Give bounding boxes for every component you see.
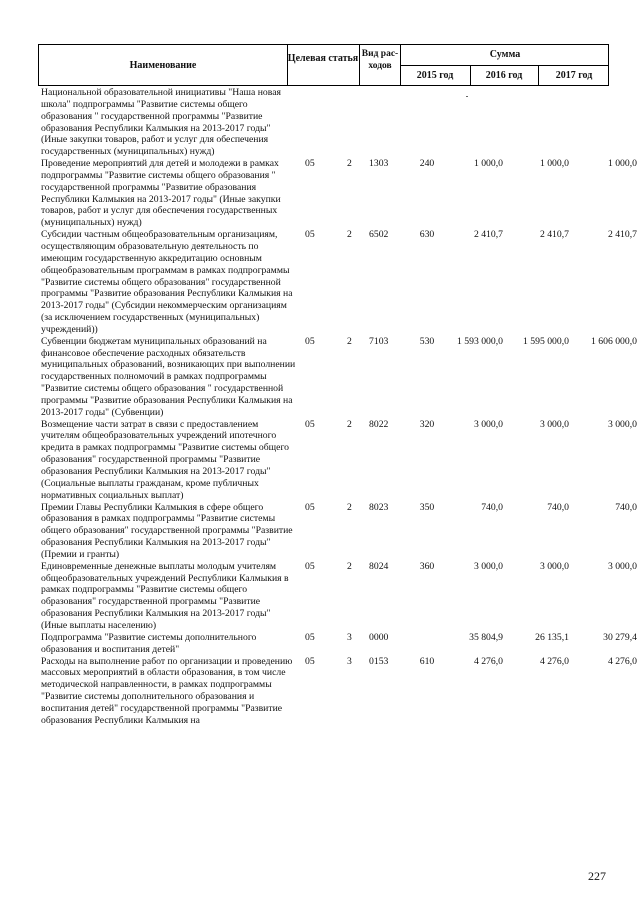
header-divider bbox=[287, 45, 288, 85]
row-name: Национальной образовательной инициативы "Наша новая школа" подпрограммы "Развитие системы общего образования " государственной программы "Развитие образования Республики Калмыкия на 2013-2017 годы" (Иные закупки товаров, работ и услуг для обеспечения государственных (муниципальных) нужд) bbox=[41, 87, 281, 158]
row-sum-2017: 2 410,7 bbox=[607, 229, 637, 241]
header-year-2017: 2017 год bbox=[555, 70, 593, 81]
row-article: 7103 bbox=[369, 335, 389, 347]
row-expense-type bbox=[407, 87, 447, 158]
row-expense-type: 610 bbox=[419, 655, 435, 667]
row-sum-2016: 2 410,7 bbox=[539, 229, 569, 241]
row-sum-2015: 3 000,0 bbox=[473, 418, 503, 430]
row-sum-2017: 30 279,4 bbox=[603, 631, 637, 643]
row-name: Расходы на выполнение работ по организации и проведению массовых мероприятий в области образования, в том числе методической направленности, в рамках подпрограммы "Развитие системы дополнительного образования и воспитания детей" государственной программы "Развитие образования Республики Калмыкия на bbox=[41, 655, 293, 726]
row-expense-type: 240 bbox=[419, 158, 435, 170]
row-sum-2016: 26 135,1 bbox=[535, 631, 569, 643]
row-article: 8023 bbox=[369, 501, 389, 513]
row-sum-2015: 35 804,9 bbox=[469, 631, 503, 643]
row-section: 05 bbox=[305, 158, 315, 170]
row-article bbox=[369, 87, 407, 158]
row-subprogram: 3 bbox=[347, 655, 352, 667]
row-sum-2016: 3 000,0 bbox=[539, 560, 569, 572]
row-subprogram: 3 bbox=[347, 631, 352, 643]
row-subprogram: 2 bbox=[347, 418, 352, 430]
row-subprogram: 2 bbox=[347, 501, 352, 513]
row-article: 8022 bbox=[369, 418, 389, 430]
row-sum-2017: 4 276,0 bbox=[607, 655, 637, 667]
row-sum-2015: 740,0 bbox=[481, 501, 503, 513]
header-year-2015: 2015 год bbox=[416, 70, 454, 81]
header-divider bbox=[400, 65, 608, 66]
row-section: 05 bbox=[305, 229, 315, 241]
row-expense-type: 350 bbox=[419, 501, 435, 513]
row-sum-2017: 3 000,0 bbox=[607, 560, 637, 572]
row-section bbox=[299, 87, 347, 158]
table-row bbox=[41, 656, 637, 727]
row-section: 05 bbox=[305, 560, 315, 572]
row-section: 05 bbox=[305, 655, 315, 667]
row-sum-2015: 2 410,7 bbox=[473, 229, 503, 241]
row-expense-type: 360 bbox=[419, 560, 435, 572]
row-subprogram: 2 bbox=[347, 560, 352, 572]
row-article: 8024 bbox=[369, 560, 389, 572]
row-sum-2016 bbox=[503, 87, 569, 158]
row-sum-2015 bbox=[447, 87, 503, 158]
row-sum-2015: 4 276,0 bbox=[473, 655, 503, 667]
row-sum-2017: 3 000,0 bbox=[607, 418, 637, 430]
row-expense-type: 630 bbox=[419, 229, 435, 241]
row-article: 1303 bbox=[369, 158, 389, 170]
row-article: 6502 bbox=[369, 229, 389, 241]
table-row bbox=[41, 87, 637, 158]
row-sum-2016: 1 595 000,0 bbox=[522, 335, 569, 347]
row-sum-2017: 740,0 bbox=[615, 501, 637, 513]
table-header bbox=[38, 44, 609, 86]
row-name: Подпрограмма "Развитие системы дополнительного образования и воспитания детей" bbox=[41, 631, 257, 655]
row-sum-2016: 3 000,0 bbox=[539, 418, 569, 430]
row-sum-2016: 1 000,0 bbox=[539, 158, 569, 170]
table-row bbox=[41, 229, 637, 336]
row-name: Проведение мероприятий для детей и молодежи в рамках подпрограммы "Развитие системы общего образования " государственной программы "Развитие образования Республики Калмыкия на 2013-2017 годы" (Иные закупки товаров, работ и услуг для обеспечения государственных (муниципальных) нужд) bbox=[41, 158, 281, 229]
row-sum-2015: 3 000,0 bbox=[473, 560, 503, 572]
row-subprogram: 2 bbox=[347, 335, 352, 347]
row-name: Возмещение части затрат в связи с предоставлением учителям общеобразовательных учреждений ипотечного кредита в рамках подпрограммы "Развитие системы общего образования" государственной программы "Развитие образования Республики Калмыкия на 2013-2017 годы" (Социальные выплаты гражданам, кроме публичных нормативных социальных выплат) bbox=[41, 418, 290, 501]
row-name: Единовременные денежные выплаты молодым учителям общеобразовательных учреждений Республики Калмыкия в рамках подпрограммы "Развитие системы общего образования" государственной программы "Развитие образования Республики Калмыкия на 2013-2017 годы" (Иные выплаты населению) bbox=[41, 560, 289, 631]
row-subprogram: 2 bbox=[347, 158, 352, 170]
row-expense-type bbox=[407, 632, 447, 656]
row-subprogram: 2 bbox=[347, 229, 352, 241]
header-divider bbox=[359, 45, 360, 85]
row-expense-type: 530 bbox=[419, 335, 435, 347]
row-name: Субсидии частным общеобразовательным организациям, осуществляющим образовательную деятельность по имеющим государственную аккредитацию основным общеобразовательным программам в рамках подпрограммы "Развитие системы общего образования" государственной программы "Развитие образования Республики Калмыкия на 2013-2017 годы" (Субсидии некоммерческим организациям (за исключением государственных (муниципальных) учреждений)) bbox=[41, 229, 293, 335]
row-section: 05 bbox=[305, 335, 315, 347]
header-target-article: Целевая статья bbox=[287, 53, 359, 64]
header-name: Наименование bbox=[129, 60, 197, 71]
table-row bbox=[41, 502, 637, 561]
row-sum-2017 bbox=[569, 87, 637, 158]
row-article: 0000 bbox=[369, 631, 389, 643]
header-year-2016: 2016 год bbox=[485, 70, 523, 81]
table-row bbox=[41, 158, 637, 229]
row-section: 05 bbox=[305, 631, 315, 643]
row-sum-2015: 1 593 000,0 bbox=[456, 335, 503, 347]
table-row bbox=[41, 632, 637, 656]
row-sum-2017: 1 606 000,0 bbox=[590, 335, 637, 347]
table-row bbox=[41, 561, 637, 632]
table-row bbox=[41, 336, 637, 419]
row-expense-type: 320 bbox=[419, 418, 435, 430]
page-number: 227 bbox=[588, 869, 606, 883]
row-name: Премии Главы Республики Калмыкия в сфере общего образования в рамках подпрограммы "Развитие системы общего образования" государственной программы "Развитие образования Республики Калмыкия на 2013-2017 годы" (Премии и гранты) bbox=[41, 501, 293, 560]
row-section: 05 bbox=[305, 501, 315, 513]
row-subprogram bbox=[347, 87, 369, 158]
table-row bbox=[41, 419, 637, 502]
row-article: 0153 bbox=[369, 655, 389, 667]
row-sum-2016: 4 276,0 bbox=[539, 655, 569, 667]
row-section: 05 bbox=[305, 418, 315, 430]
header-sum: Сумма bbox=[489, 49, 521, 60]
row-name: Субвенции бюджетам муниципальных образований на финансовое обеспечение расходных обязательств муниципальных образований, возникающих при выполнении государственных полномочий в рамках подпрограммы "Развитие системы общего образования " государственной программы "Развитие образования Республики Калмыкия на 2013-2017 годы" (Субвенции) bbox=[41, 335, 296, 418]
row-sum-2015: 1 000,0 bbox=[473, 158, 503, 170]
header-expense-type: Вид рас-ходов bbox=[361, 49, 399, 71]
row-sum-2016: 740,0 bbox=[547, 501, 569, 513]
budget-table bbox=[41, 87, 637, 727]
row-sum-2017: 1 000,0 bbox=[607, 158, 637, 170]
